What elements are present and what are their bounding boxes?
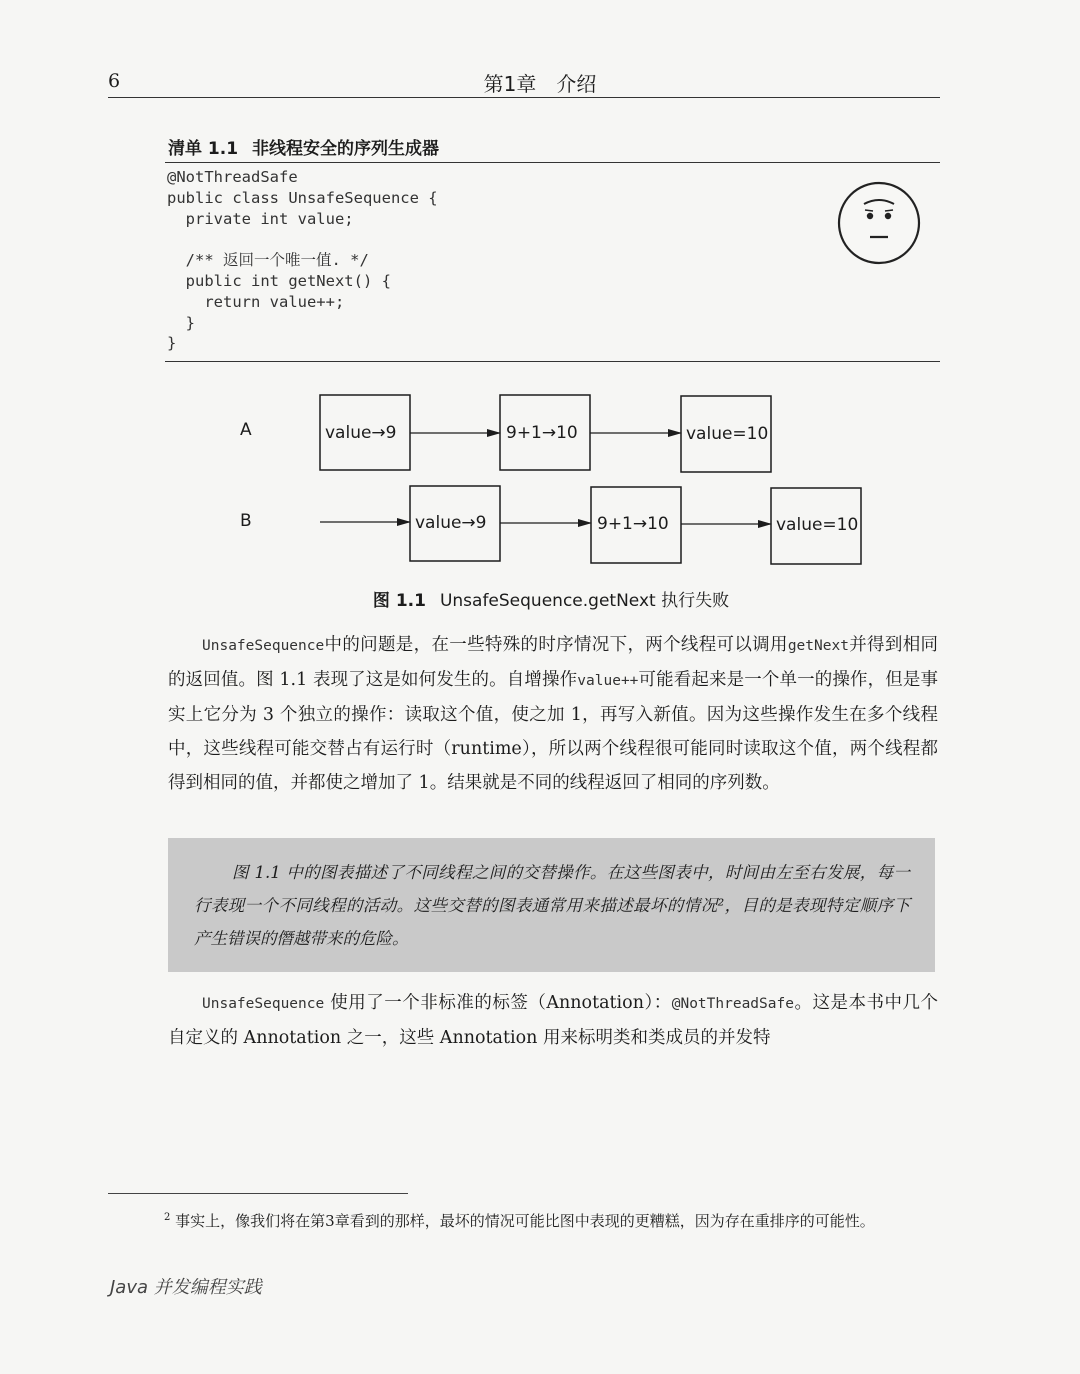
footnote	[164, 1205, 936, 1234]
inline-code: @NotThreadSafe	[671, 996, 794, 1012]
body-paragraph-1	[168, 628, 938, 800]
thread-b-box-3	[771, 488, 861, 564]
thread-b-box-2-label: 9+1→10	[597, 514, 669, 534]
paragraph-text: 中的问题是，在一些特殊的时序情况下，两个线程可以调用	[324, 635, 788, 655]
thread-b-box-3-label: value=10	[776, 515, 859, 535]
paragraph-text: 使用了一个非标准的标签（Annotation）：	[324, 993, 672, 1013]
paragraph-text: 并得到相同的返回值。图 1.1 表现了这是如何发生的。自增操作	[168, 635, 939, 690]
listing-caption-title: 非线程安全的序列生成器	[252, 139, 440, 159]
listing-caption-number: 清单 1.1	[168, 139, 239, 159]
listing-caption	[168, 134, 439, 159]
inline-code: UnsafeSequence	[202, 638, 325, 654]
note-text: 图 1.1 中的图表描述了不同线程之间的交替操作。在这些图表中，时间由左至右发展，每一行表现一个不同线程的活动。这些交替的图表通常用来描述最坏的情况²，目的是表现特定顺序下产生错误的僭越带来的危险。	[194, 863, 910, 948]
thread-a-box-2	[500, 395, 590, 470]
thread-a-box-3-label: value=10	[686, 424, 769, 444]
body-paragraph-2	[168, 986, 938, 1055]
figure-caption	[0, 586, 1080, 611]
inline-code: value++	[577, 673, 639, 689]
worried-face-icon	[836, 180, 922, 266]
thread-b-box-2	[591, 487, 681, 563]
thread-label-a: A	[240, 420, 252, 440]
footnote-rule	[108, 1193, 408, 1194]
footnote-marker: 2	[164, 1212, 171, 1223]
header-rule	[108, 97, 940, 98]
footnote-text: 事实上，像我们将在第3章看到的那样，最坏的情况可能比图中表现的更糟糕，因为存在重排序的可能性。	[175, 1212, 875, 1230]
running-head: 第1章 介绍	[483, 72, 597, 96]
figure-caption-number: 图 1.1	[372, 591, 426, 611]
listing-top-rule	[165, 162, 940, 163]
figure-caption-title: UnsafeSequence.getNext 执行失败	[439, 591, 730, 611]
inline-code: UnsafeSequence	[202, 996, 325, 1012]
paragraph-text: 。这是本书中几个自定义的 Annotation 之一，这些 Annotation 用来标明类和类成员的并发特	[168, 993, 938, 1048]
thread-a-box-1	[320, 395, 410, 470]
book-title: Java 并发编程实践	[110, 1277, 262, 1298]
thread-b-box-1	[410, 486, 500, 561]
thread-a-box-3	[681, 396, 771, 472]
listing-bottom-rule	[165, 361, 940, 362]
code-block: @NotThreadSafe public class UnsafeSequence { private int value; /** 返回一个唯一值. */ public int getNext() { return value++; } }	[167, 168, 438, 353]
inline-code: getNext	[787, 638, 849, 654]
thread-label-b: B	[240, 511, 252, 531]
paragraph-text: 可能看起来是一个单一的操作，但是事实上它分为 3 个独立的操作：读取这个值，使之加 1，再写入新值。因为这些操作发生在多个线程中，这些线程可能交替占有运行时（runtime），所以两个线程很可能同时读取这个值，两个线程都得到相同的值，并都使之增加了 1。结果就是不同的线程返回了相同的序列数。	[168, 670, 938, 793]
thread-b-box-1-label: value→9	[415, 513, 487, 533]
page-number: 6	[108, 70, 121, 92]
thread-a-box-1-label: value→9	[325, 423, 397, 443]
thread-a-box-2-label: 9+1→10	[506, 423, 578, 443]
